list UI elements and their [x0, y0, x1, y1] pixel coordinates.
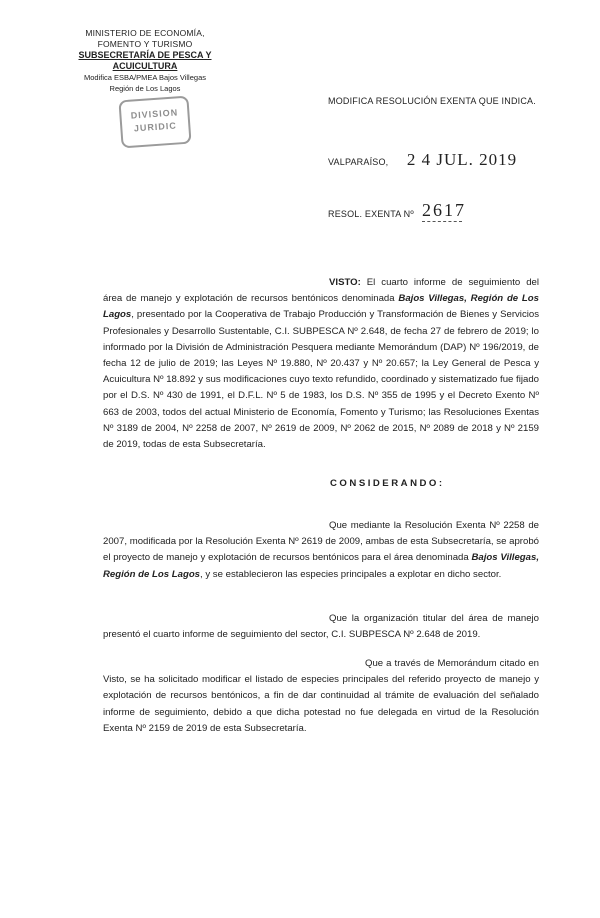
considerando-heading: CONSIDERANDO: [330, 478, 445, 489]
considerando-1-text-a: Que mediante la Resolución Exenta Nº 2258 de 2007, modificada por la Resolución Exenta Nº 2619 de 2009, ambas de esta Subsecretaría, se aprobó el proyecto de manejo y explotación de recursos bentónicos para el área denominada [103, 520, 539, 564]
division-juridica-stamp [118, 96, 191, 149]
header-ministry: MINISTERIO DE ECONOMÍA, [85, 28, 205, 38]
stamp-line-2: JURIDIC [133, 120, 178, 134]
resolution-label: RESOL. EXENTA Nº [328, 209, 414, 219]
considerando-2 [103, 611, 539, 643]
considerando-2-text: Que la organización titular del área de manejo presentó el cuarto informe de seguimiento del sector, C.I. SUBPESCA Nº 2.648 de 2019. [103, 613, 539, 641]
header-region: Región de Los Lagos [109, 84, 181, 93]
considerando-1-text-c: , y se establecieron las especies principales a explotar en dicho sector. [200, 568, 502, 580]
date-stamp: 2 4 JUL. 2019 [406, 150, 518, 169]
visto-text-c: , presentado por la Cooperativa de Trabajo Producción y Transformación de Bienes y Servicios Profesionales y Desarrollo Sustentable, C.I. SUBPESCA Nº 2.648, de fecha 27 de febrero de 2019; lo informado por la División de Administración Pesquera mediante Memorándum (DAP) Nº 196/2019, de fecha 12 de julio de 2019; las Leyes Nº 19.880, Nº 20.437 y Nº 20.657; la Ley General de Pesca y Acuicultura Nº 18.892 y sus modificaciones cuyo texto refundido, coordinado y sistematizado fue fijado por el D.S. Nº 430 de 1991, el D.F.L. Nº 5 de 1983, los D.S. Nº 355 de 1995 y el Decreto Exento Nº 663 de 2003, todos del actual Ministerio de Economía, Fomento y Turismo; las Resoluciones Exentas Nº 3189 de 2004, Nº 2258 de 2007, Nº 2619 de 2009, Nº 2062 de 2015, Nº 2089 de 2018 y Nº 2159 de 2019, todas de esta Subsecretaría. [103, 309, 539, 451]
visto-area-name: Bajos Villegas, Región de Los Lagos [103, 293, 539, 321]
considerando-1 [103, 518, 539, 583]
visto-section [103, 275, 539, 453]
document-subject: MODIFICA RESOLUCIÓN EXENTA QUE INDICA. [328, 96, 536, 106]
considerando-3 [103, 656, 539, 737]
date-line [328, 150, 568, 170]
considerando-1-area-name: Bajos Villegas, Región de Los Lagos [103, 552, 539, 580]
header-subsecretaria: SUBSECRETARÍA DE PESCA Y ACUICULTURA [78, 50, 212, 71]
place-label: VALPARAÍSO, [328, 157, 389, 167]
visto-intro: El cuarto informe de seguimiento del [366, 277, 539, 288]
resolution-number: 2617 [422, 200, 466, 220]
visto-text-a: área de manejo y explotación de recursos bentónicos denominada [103, 293, 399, 305]
visto-label: VISTO: [329, 277, 361, 288]
considerando-3-text: Que a través de Memorándum citado en Visto, se ha solicitado modificar el listado de especies principales del referido proyecto de manejo y explotación de recursos bentónicos, a fin de dar continuidad al trámite de evaluación del señalado informe de seguimiento, debido a que dicha potestad no fue delegada en virtud de la Resolución Exenta Nº 2159 de 2019 de esta Subsecretaría. [103, 658, 539, 734]
stamp-line-1: DIVISION [130, 107, 179, 121]
header-ministry-2: FOMENTO Y TURISMO [97, 39, 193, 49]
header-reference: Modifica ESBA/PMEA Bajos Villegas [83, 73, 206, 82]
ministry-header [50, 28, 240, 94]
